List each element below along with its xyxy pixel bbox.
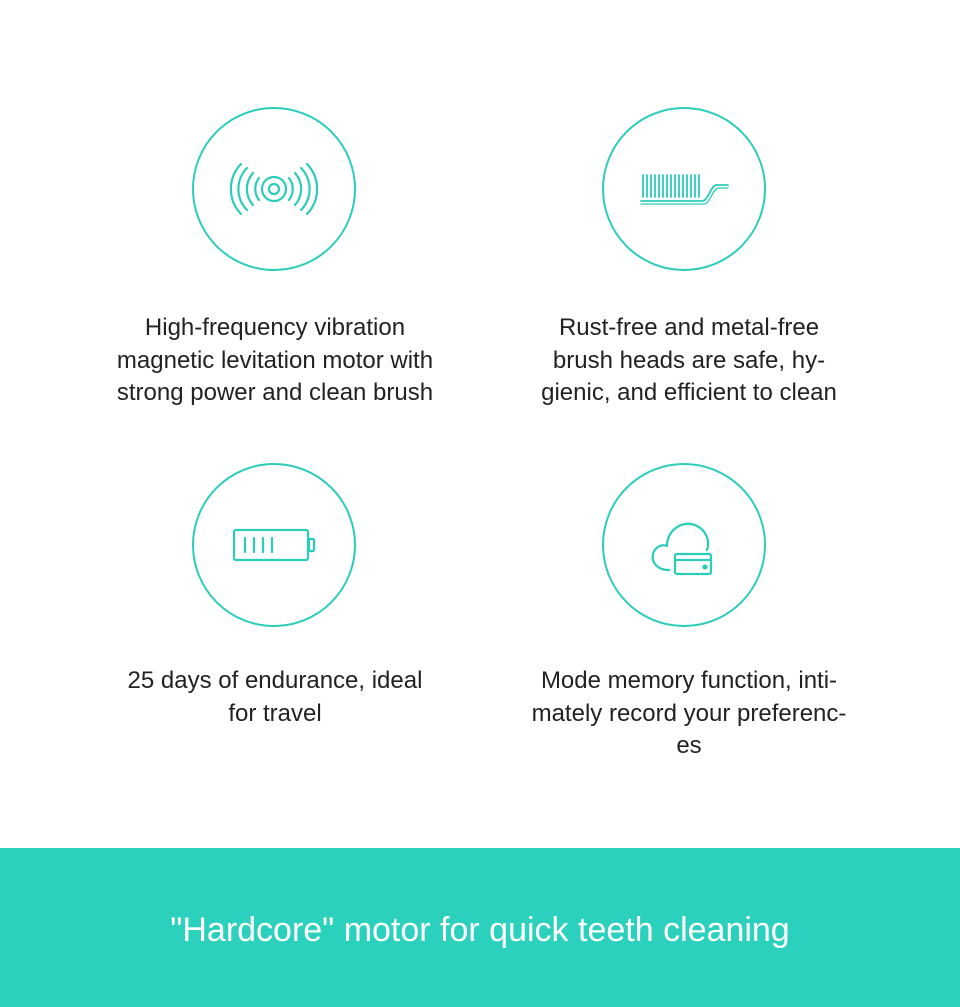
battery-icon (192, 463, 356, 627)
feature-caption: 25 days of endurance, ideal for travel (127, 667, 423, 727)
brush-head-icon (602, 107, 766, 271)
feature-caption: High-frequency vibration magnetic levitation motor with strong power and clean brush (116, 314, 434, 406)
feature-caption: Mode memory function, inti- mately record your preferenc- es (531, 667, 847, 759)
vibration-icon (192, 107, 356, 271)
banner (0, 848, 960, 1007)
cloud-memory-icon (602, 463, 766, 627)
feature-caption: Rust-free and metal-free brush heads are safe, hy- gienic, and efficient to clean (541, 314, 837, 406)
banner-title: "Hardcore" motor for quick teeth cleaning (170, 911, 790, 949)
